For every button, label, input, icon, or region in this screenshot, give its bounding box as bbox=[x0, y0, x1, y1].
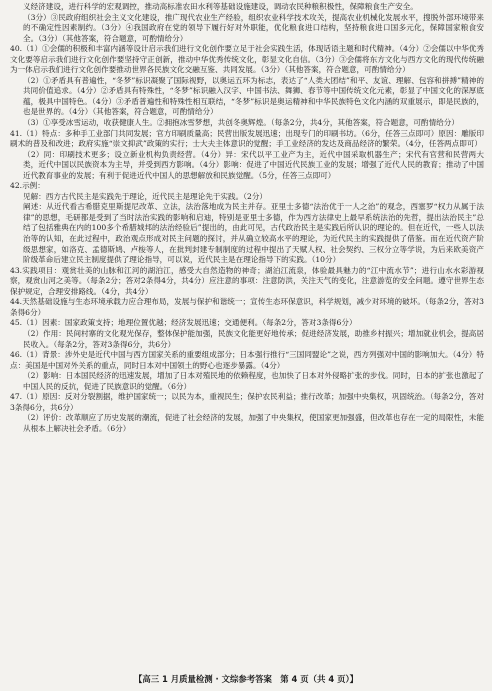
answer-paragraph: 44.天然基础设施与生态环境承载力应合理布局，发展与保护和谐统一；宣传生态环保意识，科学规划，减少对环境的破坏。（每条2分，答对3条得6分） bbox=[10, 297, 484, 317]
answer-paragraph: （3）①享受冰雪运动，收获健康人生。②拥抱冰雪梦想，共创冬奥辉煌。（每条2分，共4分，其他答案，符合题意，可酌情给分） bbox=[23, 118, 459, 128]
answer-paragraph: （2）影响：日本国民经济的迅速发展，增加了日本对殖民地的依赖程度，也加快了日本对外侵略扩张的步伐。同时，日本的扩张也激起了中国人民的反抗，促进了民族意识的觉醒。（6分） bbox=[23, 371, 484, 391]
answer-paragraph: 见解：西方古代民主是实践先于理论，近代民主是理论先于实践。（2分） bbox=[23, 191, 268, 201]
answer-paragraph: 43.实践项目：观赏壮美的山脉和江河的湖泊江，感受大自然造物的神奇；湖泊江流泉，体验最具魅力的“江中流水节”；进行山水水彩游视察，观赏山河之美等。（每条2分；答对2条得4分，共4分）应注意的事项：注意防洪，关注天气的变化，注意游览的安全问题。遵守世界生态保护规定，合理安排路线。（4分，共4分） bbox=[10, 265, 484, 296]
page-footer: 【高三 1 月质量检测 · 文综参考答案 第 4 页（共 4 页）】 bbox=[133, 674, 359, 684]
answer-paragraph: （2）①矛盾具有普遍性，“冬梦”标识凝聚了国际视野，以奥运五环为标志，表达了“人类大团结”和平、友谊、理解、包容和拼搏”精神的共同价值追求。（4分）②矛盾具有特殊性，“冬梦”标识融入汉字、中国书法、舞狮、春节等中国传统文化元素，彰显了中国文化的深厚底蕴，极具中国特色。（4分）③矛盾普遍性和特殊性相互联结，“冬梦”标识是奥运精神和中华民族特色文化内涵的双重展示，即是民族的，也是世界的。（4分）（其他答案，符合题意，可酌情给分） bbox=[23, 75, 484, 117]
answer-paragraph: （2）同：印刷技术更多；设立新业机构负责经营。（4分）异：宋代以平工业产为主，近代中国采取机器生产；宋代有官营和民营两大类，近代中国以民族资本为主导，并受到西方影响。（4分）影响：促进了中国近代民族工业的发展；增强了近代人民的教育；推动了中国近代教育事业的发展；有利于促进近代中国人的思想解放和民族觉醒。（5分，任答三点即可） bbox=[23, 149, 484, 180]
answer-paragraph: 45.（1）因素：国家政策支持；地理位置优越；经济发展迅速；交通便利。（每条2分，答对3条得6分） bbox=[10, 318, 357, 328]
answer-paragraph: 41.（1）特点：多种手工业部门共同发展；官方印刷质量高；民营出版发展迅速；出现专门的印刷书坊。（6分，任答三点即可）原因：雕版印刷术的普及和改进；政府实施“崇文抑武”政策的实行；士大夫主体意识的觉醒；手工业经济的发达及商品经济的繁荣。（4分，任答两点即可） bbox=[10, 128, 484, 149]
answer-paragraph: 阐述：从近代看古希腊克里斯提尼改革、立法，法治落地成为民主并存。亚里士多德“法治优于一人之治”的观念，西塞罗“权力从属于法律”的思想，毛研都是受到了当时法治实践的影响和启迪，特别是亚里士多德，作为西方法律史上最早系统法治的先哲，提出法治民主”总结了包括雅典在内的100多个希腊城邦的法治经验后”提出的，由此可见，古代政治民主是实践后所认识的理论的。但在近代，一些人以法治等的认知，在此过程中，政治观点形成对民主问题的探讨，并从确立较高水平的理论，为近代民主的实践提供了借鉴。而在近代资产阶级思想家，如洛克、孟德斯鸠、卢梭等人，在批判封建专制制度的过程中提出了天赋人权、社会契约、三权分立等学说，为后来欧美资产阶级革命后建立民主制度提供了理论指导，可以说，近代民主是在理论指导下的实践。（10分） bbox=[23, 202, 484, 265]
answer-paragraph: 40.（1）①会儒的积极和丰富内涵等设计启示我们进行文化创作要立足于社会实践生活，体现话语主题和时代精神。（4分）②会儒以中华优秀文化要等启示我们进行文化创作要坚持守正创新，推动中华优秀传统文化，彰显文化自信。（3分）③会儒将东方文化与西方文化的现代传统融为一体启示我们进行文化创作要推动世界各民族文化交融互鉴、共同发展。（3分）（其他答案，符合题意，可酌情给分） bbox=[10, 44, 484, 75]
answer-paragraph: 46.（1）背景：涉外史是近代中国与西方国家关系的重要组成部分；日本强行推行“三国同盟论”之说，西方列强对中国的影响加大。（4分）特点：美国是中国对外关系的重点，同时日本对中国领土的野心也逐步暴露。（4分） bbox=[10, 350, 484, 370]
answer-paragraph: 42.示例： bbox=[10, 181, 45, 191]
answer-paragraph: （2）作用：民间村寨的文化观光保存，整体保护能加强，民族文化能更好地传承；促进经济发展，助推乡村振兴；增加就业机会，提高居民收入。（每条2分，答对3条得6分，共6分） bbox=[23, 328, 484, 349]
answer-paragraph: （3分）③民政府组织社会主义文化建设，推广现代农业生产经验，组织农业科学技术攻关，提高农业机械化发展水平，搜脱外部环境带来的不确定性因素制约。（3分）④我国政府在党的领导下履行好对外职能，优化粮食进口结构，坚持粮食进口国多元化，保障国家粮食安全。（3分）（其他答案，符合题意，可酌情给分） bbox=[23, 12, 484, 43]
answer-paragraph: （2）评价：改革顺应了历史发展的潮流，促进了社会经济的发展，加强了中央集权，使国家更加强盛，但改革也存在一定的局限性，未能从根本上解决社会矛盾。（6分） bbox=[23, 413, 484, 433]
answer-paragraph: 47.（1）原因：反对分裂割据，维护国家统一；以民为本，重视民生；保护农民利益；推行改革；加强中央集权，巩固统治。（每条2分，答对3条得6分，共6分） bbox=[10, 392, 484, 412]
answer-paragraph: 义经济建设，进行科学的宏观调控，推动高标准农田水利等基础设施建设，调动农民种粮积极性，保障粮食生产安全。 bbox=[23, 2, 418, 11]
answer-key-body bbox=[10, 2, 484, 434]
